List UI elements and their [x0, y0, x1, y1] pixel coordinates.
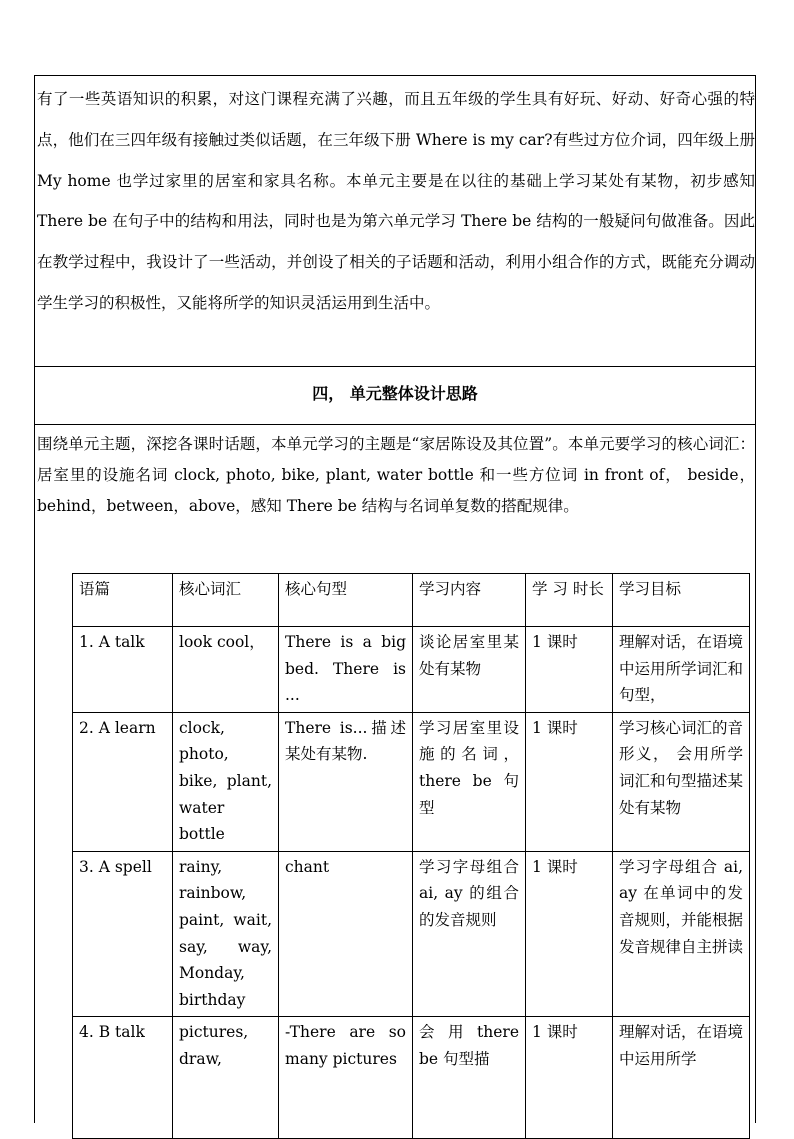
header-cell: 学习内容 [413, 574, 526, 627]
table-row [73, 627, 750, 713]
header-cell: 学 习 时长 [526, 574, 613, 627]
table-cell: 1 课时 [526, 851, 613, 1017]
table-cell: 1 课时 [526, 627, 613, 713]
table-row [73, 712, 750, 851]
table-cell: 理解对话，在语境中运用所学 [613, 1017, 750, 1139]
table-cell: 学习字母组合 ai, ay 在单词中的发音规则，并能根据发音规律自主拼读 [613, 851, 750, 1017]
table-cell: 会 用 there be 句型描 [413, 1017, 526, 1139]
intro-paragraph: 有了一些英语知识的积累，对这门课程充满了兴趣，而且五年级的学生具有好玩、好动、好奇心强的特点，他们在三四年级有接触过类似话题，在三年级下册 Where is my car?有些过方位介词，四年级上册 My home 也学过家里的居室和家具名称。本单元主要是在以往的基础上学习某处有某物，初步感知 There be 在句子中的结构和用法，同时也是为第六单元学习 There be 结构的一般疑问句做准备。因此在教学过程中，我设计了一些活动，并创设了相关的子话题和活动，利用小组合作的方式，既能充分调动学生学习的积极性，又能将所学的知识灵活运用到生活中。 [37, 90, 755, 312]
table-row [73, 851, 750, 1017]
section-paragraph: 围绕单元主题，深挖各课时话题，本单元学习的主题是“家居陈设及其位置”。本单元要学习的核心词汇：居室里的设施名词 clock, photo, bike, plant, water bottle 和一些方位词 in front of， beside，behind，between，above，感知 There be 结构与名词单复数的搭配规律。 [37, 435, 755, 515]
table-cell: 学习核心词汇的音形义， 会用所学词汇和句型描述某处有某物 [613, 712, 750, 851]
table-cell: clock, photo, bike, plant, water bottle [173, 712, 279, 851]
table-cell: There is...描述某处有某物. [279, 712, 413, 851]
table-cell: look cool， [173, 627, 279, 713]
table-cell: 学习居室里设施的名词，there be 句型 [413, 712, 526, 851]
header-cell: 语篇 [73, 574, 173, 627]
unit-plan-table [72, 573, 750, 1139]
table-cell: 4. B talk [73, 1017, 173, 1139]
header-cell: 核心词汇 [173, 574, 279, 627]
table-cell: 理解对话，在语境中运用所学词汇和句型， [613, 627, 750, 713]
header-cell: 核心句型 [279, 574, 413, 627]
table-header-row [73, 574, 750, 627]
divider [35, 366, 755, 367]
table-cell: There is a big bed. There is ... [279, 627, 413, 713]
table-cell: 2. A learn [73, 712, 173, 851]
table-cell: 学习字母组合 ai, ay 的组合的发音规则 [413, 851, 526, 1017]
divider [35, 424, 755, 425]
table-cell: 1. A talk [73, 627, 173, 713]
header-cell: 学习目标 [613, 574, 750, 627]
table-cell: pictures, draw, [173, 1017, 279, 1139]
table-cell: chant [279, 851, 413, 1017]
table-cell: 谈论居室里某处有某物 [413, 627, 526, 713]
table-cell: -There are so many pictures [279, 1017, 413, 1139]
table-cell: rainy, rainbow, paint, wait, say, way, Monday, birthday [173, 851, 279, 1017]
table-row [73, 1017, 750, 1139]
table-cell: 3. A spell [73, 851, 173, 1017]
table-cell: 1 课时 [526, 712, 613, 851]
table-cell: 1 课时 [526, 1017, 613, 1139]
section-title: 四， 单元整体设计思路 [312, 384, 478, 403]
